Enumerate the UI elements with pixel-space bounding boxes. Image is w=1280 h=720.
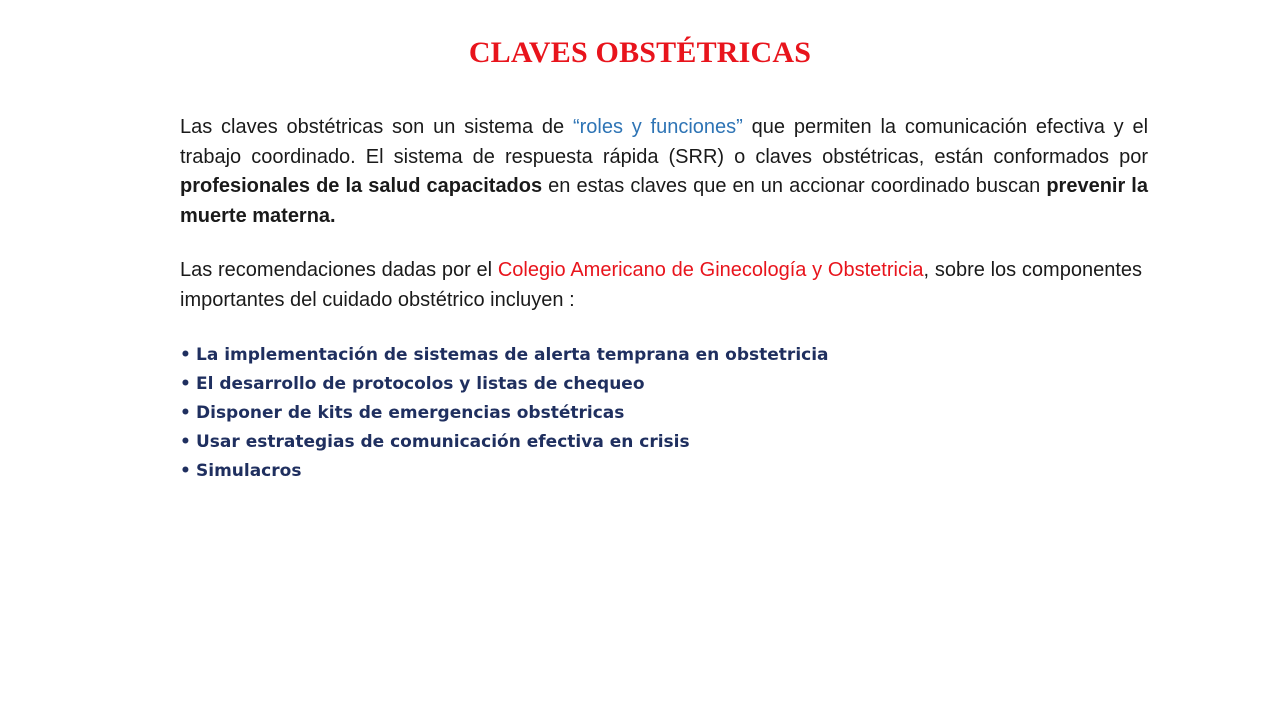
bullet-icon: • <box>180 345 191 365</box>
list-item-text: Simulacros <box>196 461 302 481</box>
bullet-icon: • <box>180 374 191 394</box>
list-item <box>180 457 829 486</box>
intro-bold-2: prevenir la muerte materna. <box>180 175 1148 227</box>
recommendations-paragraph <box>180 256 1142 315</box>
recommendations-text-1: Las recomendaciones dadas por el <box>180 259 498 281</box>
list-item-text: El desarrollo de protocolos y listas de chequeo <box>196 374 645 394</box>
list-item <box>180 341 829 370</box>
list-item <box>180 428 829 457</box>
list-item <box>180 370 829 399</box>
intro-paragraph <box>180 113 1148 231</box>
list-item-text: Disponer de kits de emergencias obstétricas <box>196 403 625 423</box>
recommendations-text-2: , sobre los componentes importantes del cuidado obstétrico incluyen : <box>180 259 1143 311</box>
list-item <box>180 399 829 428</box>
list-item-text: La implementación de sistemas de alerta temprana en obstetricia <box>196 345 829 365</box>
bullet-icon: • <box>180 432 191 452</box>
list-item-text: Usar estrategias de comunicación efectiva en crisis <box>196 432 690 452</box>
intro-text-3: en estas claves que en un accionar coordinado buscan <box>542 175 1047 197</box>
recommendations-highlight: Colegio Americano de Ginecología y Obstetricia <box>497 259 924 281</box>
bullet-icon: • <box>180 461 191 481</box>
intro-highlight: “roles y funciones” <box>572 116 743 138</box>
slide-title: CLAVES OBSTÉTRICAS <box>468 36 812 69</box>
bullet-list <box>180 341 829 486</box>
intro-text-1: Las claves obstétricas son un sistema de <box>180 116 573 138</box>
intro-text-2: que permiten la comunicación efectiva y el trabajo coordinado. El sistema de respuesta rápida (SRR) o claves obstétricas, están conformados por <box>180 116 1149 168</box>
bullet-icon: • <box>180 403 191 423</box>
intro-bold-1: profesionales de la salud capacitados <box>180 175 543 197</box>
